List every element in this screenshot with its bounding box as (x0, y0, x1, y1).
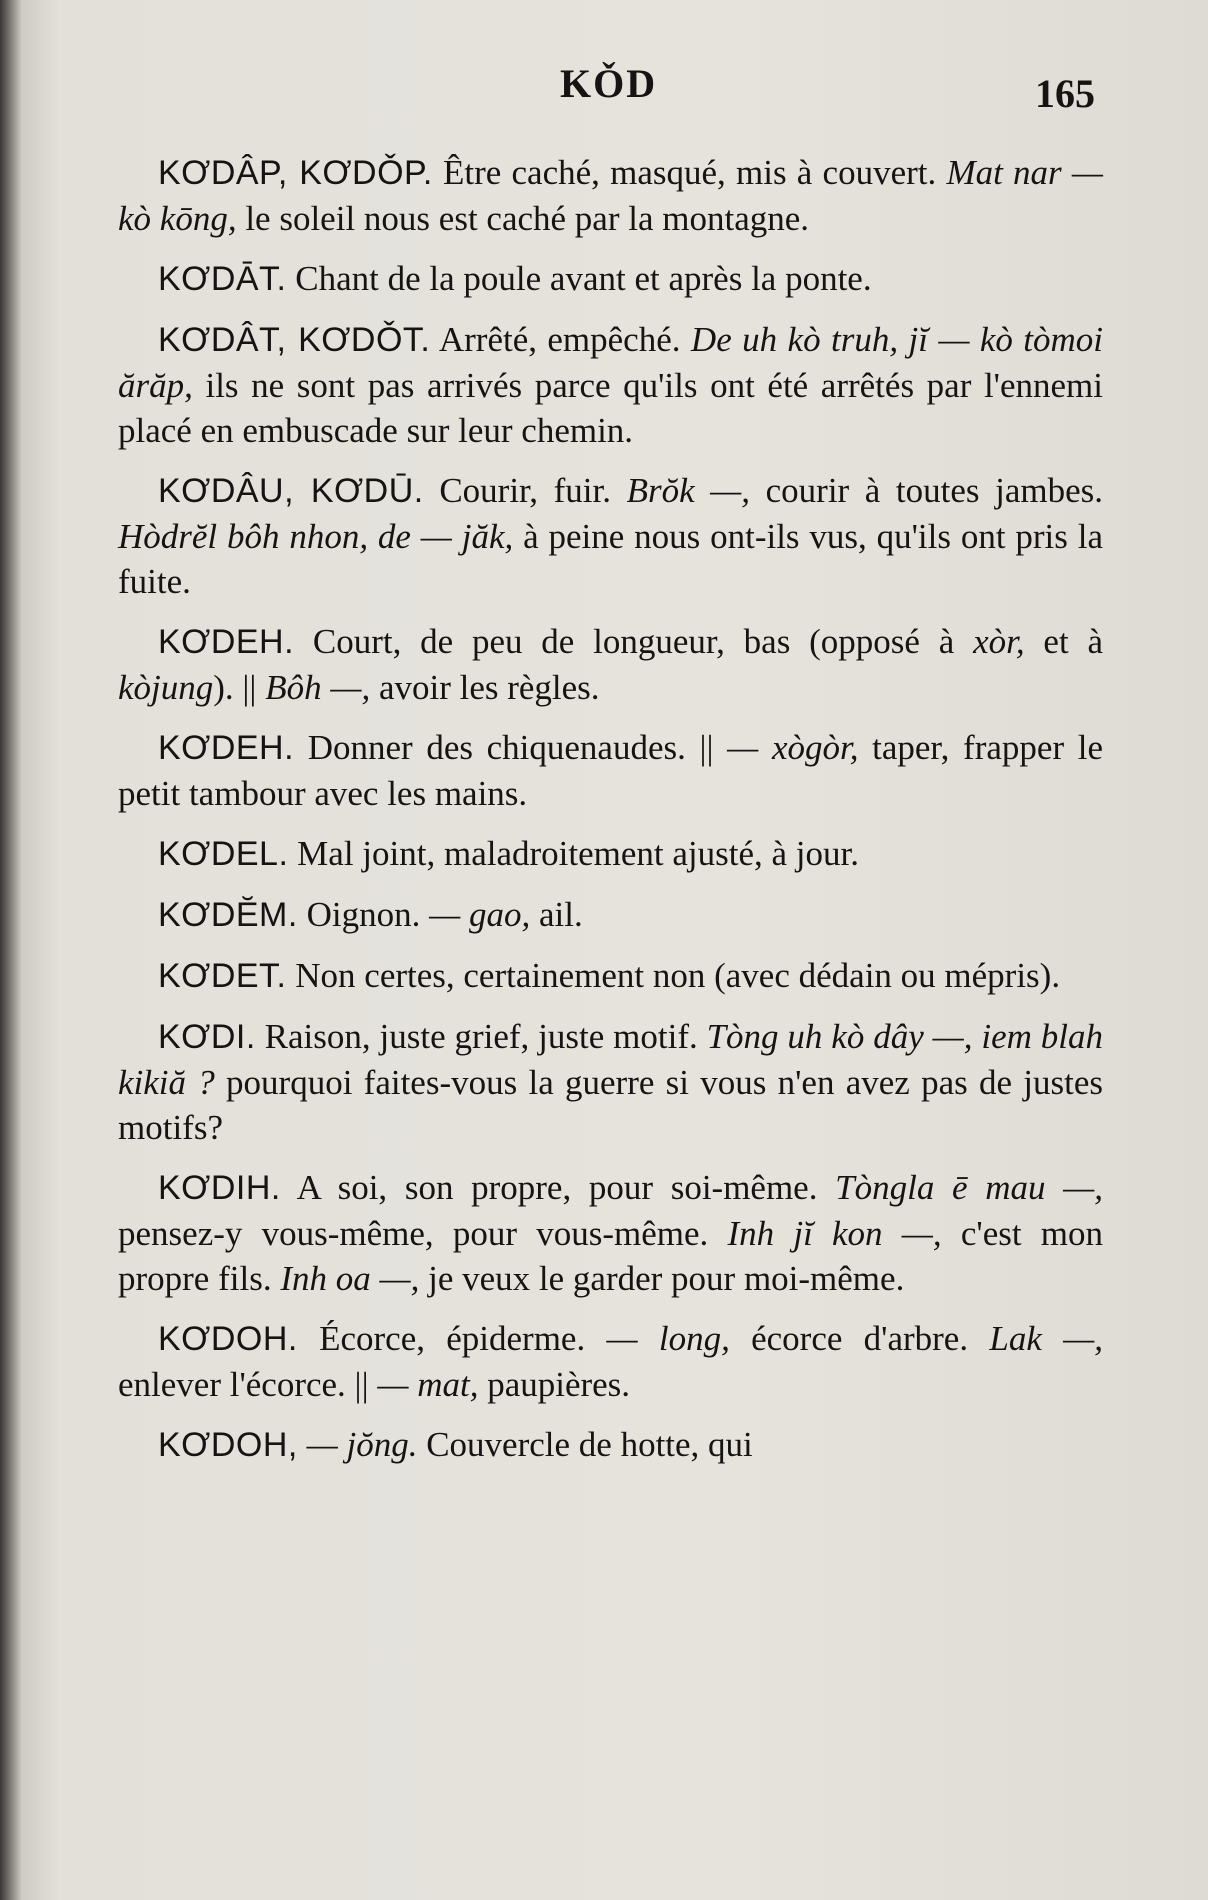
entry-headword: KƠDET. (158, 957, 287, 995)
entry-headword: KƠDEH. (158, 623, 295, 661)
entry-headword: KƠDEL. (158, 835, 289, 873)
entry-definition: pourquoi faites-vous la guerre si vous n'en avez pas de justes motifs? (118, 1063, 1103, 1147)
entry-example: — mat, (377, 1365, 479, 1404)
entry-example: — gao, (429, 895, 531, 934)
entry-definition: à peine nous ont-ils vus, qu'ils ont pris la fuite. (118, 517, 1103, 601)
entry-example: Brŏk —, (626, 471, 751, 510)
entry-definition: Donner des chiquenaudes. || (294, 728, 728, 767)
entry-definition: écorce d'arbre. (729, 1319, 990, 1358)
dictionary-entry (118, 953, 1103, 999)
entry-headword: KƠDÂP, KƠDǑP. (158, 154, 433, 192)
entry-definition: Couvercle de hotte, qui (417, 1425, 753, 1464)
dictionary-entry (118, 892, 1103, 938)
entry-definition: Écorce, épiderme. (297, 1319, 607, 1358)
entry-headword: KƠDĀT. (158, 260, 287, 298)
entry-definition: Oignon. (297, 895, 430, 934)
entry-definition: Court, de peu de longueur, bas (opposé à (294, 622, 974, 661)
entry-headword: KƠDÂU, KƠDŪ. (158, 472, 424, 510)
entry-headword: KƠDOH, (158, 1426, 298, 1464)
dictionary-entry (118, 725, 1103, 816)
entry-definition: je veux le garder pour moi-même. (419, 1259, 905, 1298)
entry-example: Bôh —, (265, 668, 371, 707)
entry-definition: taper, frapper le petit tambour avec les mains. (118, 728, 1103, 813)
dictionary-entry (118, 1014, 1103, 1150)
entry-definition: Chant de la poule avant et après la ponte. (286, 259, 872, 298)
entry-definition: Raison, juste grief, juste motif. (255, 1017, 707, 1056)
entry-definition: ils ne sont pas arrivés parce qu'ils ont été arrêtés par l'ennemi placé en embuscade sur leur chemin. (118, 366, 1103, 450)
entry-example: Tòng uh kò dây —, iem blah kikiă ? (118, 1017, 1103, 1102)
entry-example: De uh kò truh, jĭ — kò tòmoi ărăp, (118, 320, 1104, 405)
entry-headword: KƠDEH. (158, 729, 295, 767)
entry-headword: KƠDOH. (158, 1320, 298, 1358)
entry-definition (298, 1425, 307, 1464)
dictionary-entry (118, 1422, 1103, 1468)
entry-definition: courir à toutes jambes. (750, 471, 1103, 510)
entry-definition: A soi, son propre, pour soi-même. (280, 1168, 836, 1207)
entry-example: — jŏng. (306, 1425, 418, 1464)
entry-example: Inh oa —, (280, 1259, 420, 1298)
entry-definition: et à (1024, 622, 1103, 661)
entry-definition: avoir les règles. (370, 668, 600, 707)
entry-example: Lak —, (989, 1319, 1103, 1358)
entry-example: — long, (606, 1319, 730, 1358)
entry-example: kòjung (118, 668, 214, 707)
entry-definition: enlever l'écorce. || (118, 1365, 378, 1404)
entry-definition: pensez-y vous-même, pour vous-même. (118, 1214, 728, 1253)
page-header (0, 52, 1208, 116)
entry-example: Tòngla ē mau —, (835, 1168, 1103, 1207)
entry-definition: le soleil nous est caché par la montagne. (236, 199, 810, 238)
entry-definition: Être caché, masqué, mis à couvert. (432, 153, 947, 192)
dictionary-entry (118, 619, 1103, 710)
dictionary-entry (118, 317, 1103, 453)
dictionary-entry (118, 1165, 1103, 1301)
entry-definition: paupières. (478, 1365, 631, 1404)
entry-definition: Courir, fuir. (423, 471, 627, 510)
dictionary-entry (118, 256, 1103, 302)
entry-example: Inh jĭ kon —, (727, 1214, 942, 1253)
dictionary-entry (118, 150, 1103, 241)
entry-definition: ail. (530, 895, 583, 934)
entry-example: — xògòr, (727, 728, 859, 767)
entry-example: xòr, (973, 622, 1025, 661)
entry-definition: c'est mon propre fils. (118, 1214, 1104, 1298)
entry-headword: KƠDIH. (158, 1169, 281, 1207)
dictionary-entry (118, 1316, 1103, 1407)
running-head: KǑD (560, 61, 658, 106)
entry-example: Hòdrĕl bôh nhon, de — jăk, (118, 517, 514, 556)
dictionary-entries (118, 150, 1103, 1483)
entry-headword: KƠDĔM. (158, 896, 298, 934)
page-number: 165 (1035, 71, 1095, 116)
entry-headword: KƠDÂT, KƠDǑT. (158, 321, 431, 359)
entry-definition: Arrêté, empêché. (430, 320, 691, 359)
entry-definition: Non certes, certainement non (avec dédain ou mépris). (286, 956, 1061, 995)
dictionary-entry (118, 468, 1103, 604)
dictionary-entry (118, 831, 1103, 877)
entry-headword: KƠDI. (158, 1018, 256, 1056)
entry-example: Mat nar — kò kōng, (118, 153, 1104, 238)
entry-definition: ). || (213, 668, 266, 707)
entry-definition: Mal joint, maladroitement ajusté, à jour. (288, 834, 859, 873)
